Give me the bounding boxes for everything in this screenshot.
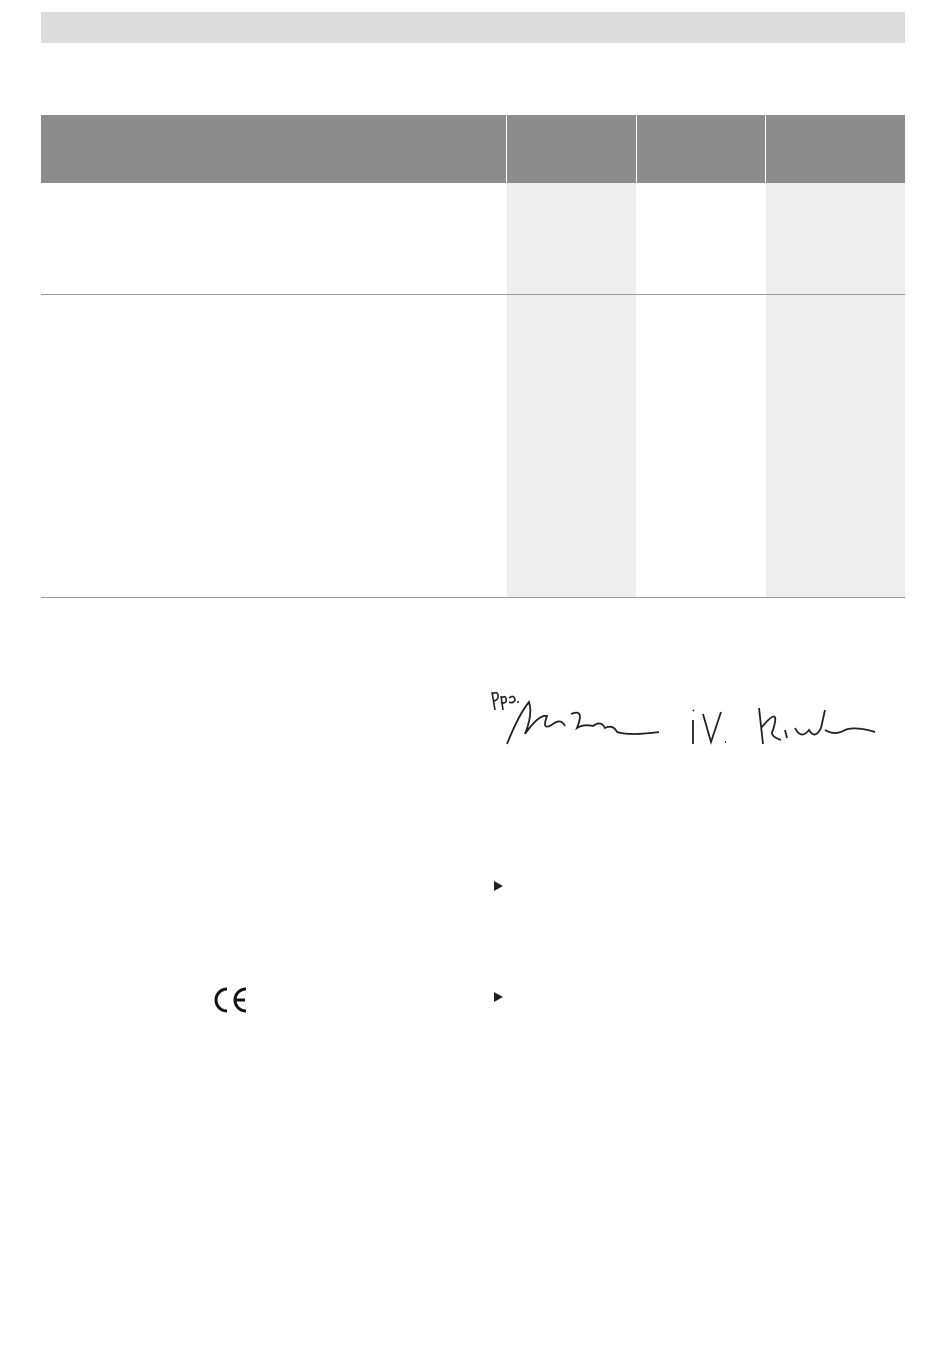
table-divider [41,294,905,295]
col-divider [636,115,637,183]
table-row [41,298,905,319]
signature-heinzelmann [685,700,885,756]
table-row [41,249,905,270]
col-divider [506,115,507,183]
triangle-right-icon [493,880,504,892]
table-bottom-line [41,597,905,598]
signature-becker [489,684,669,756]
table-row [41,271,905,292]
table-header [41,115,905,183]
page-header [41,12,905,43]
triangle-right-icon [493,991,504,1003]
table-row [41,320,905,341]
col-divider [765,115,766,183]
ce-mark-icon [212,986,250,1014]
table-row [41,206,905,227]
table-row [41,228,905,249]
table-row [41,185,905,206]
